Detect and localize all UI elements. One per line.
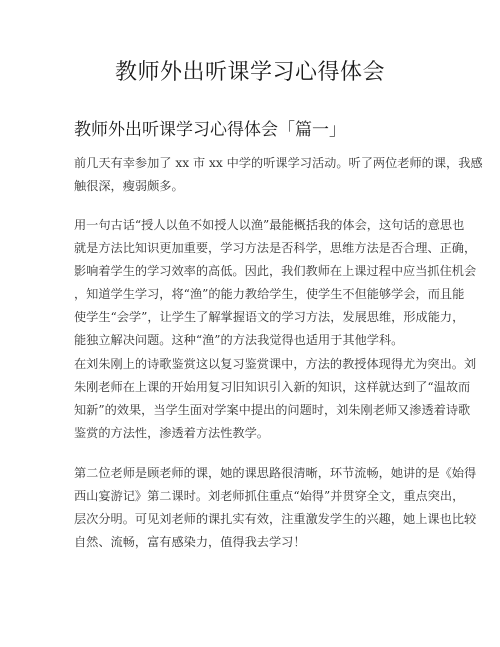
paragraph-line: 能独立解决问题。这种“渔”的方法我觉得也适用于其他学科。 xyxy=(74,333,404,347)
paragraph-4 xyxy=(74,462,477,554)
paragraph-line: 影响着学生的学习效率的高低。因此，我们教师在上课过程中应当抓住机会 xyxy=(74,264,477,278)
paragraph-2 xyxy=(74,214,477,352)
paragraph-line: 用一句古话“授人以鱼不如授人以渔”最能概括我的体会，这句话的意思也 xyxy=(74,218,465,232)
paragraph-line: 就是方法比知识更加重要，学习方法是否科学，思维方法是否合理、正确， xyxy=(74,241,477,255)
paragraph-line: 知新”的效果，当学生面对学案中提出的问题时，刘朱刚老师又渗透着诗歌 xyxy=(74,403,471,417)
paragraph-line: 触很深，瘦弱颇多。 xyxy=(74,179,184,193)
document-title: 教师外出听课学习心得体会 xyxy=(114,60,385,85)
paragraph-line: 朱刚老师在上课的开始用复习旧知识引入新的知识，这样就达到了“温故而 xyxy=(74,380,471,394)
paragraph-line: 鉴赏的方法性，渗透着方法性教学。 xyxy=(74,426,269,440)
paragraph-1 xyxy=(74,152,483,198)
paragraph-line: 前几天有幸参加了 xx 市 xx 中学的听课学习活动。听了两位老师的课，我感 xyxy=(74,156,483,170)
paragraph-3 xyxy=(74,353,477,445)
paragraph-line: 自然、流畅，富有感染力，值得我去学习！ xyxy=(74,535,306,549)
paragraph-line: 使学生“会学”，让学生了解掌握语文的学习方法，发展思维，形成能力， xyxy=(74,310,465,324)
paragraph-line: 层次分明。可见刘老师的课扎实有效，注重激发学生的兴趣，她上课也比较 xyxy=(74,512,477,526)
paragraph-line: ，知道学生学习，将“渔”的能力教给学生，使学生不但能够学会，而且能 xyxy=(74,287,465,301)
paragraph-line: 在刘朱刚上的诗歌鉴赏这以复习鉴赏课中，方法的教授体现得尤为突出。刘 xyxy=(74,357,477,371)
paragraph-line: 西山宴游记》第二课时。刘老师抓住重点“始得”并贯穿全文，重点突出， xyxy=(74,489,465,503)
paragraph-line: 第二位老师是顾老师的课，她的课思路很清晰，环节流畅，她讲的是《始得 xyxy=(74,466,477,480)
section-heading: 教师外出听课学习心得体会「篇一」 xyxy=(74,120,346,140)
